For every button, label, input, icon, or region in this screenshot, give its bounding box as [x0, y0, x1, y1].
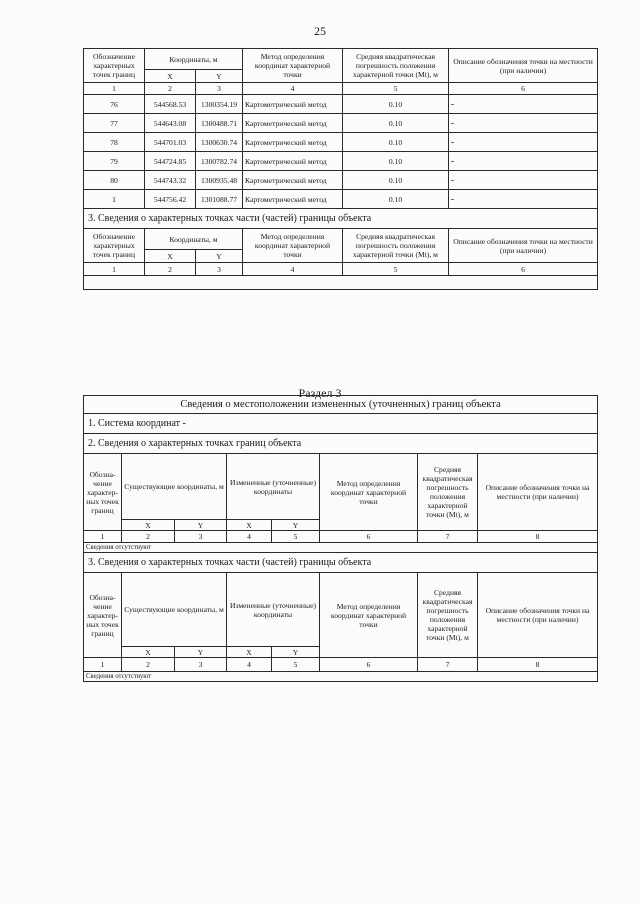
- header-description: Описание обозначения точки на местности (при наличии): [478, 454, 598, 531]
- col-num: 8: [478, 531, 598, 543]
- section-3-heading: 3. Сведения о характерных точках части (частей) границы объекта: [84, 209, 598, 229]
- header-description: Описание обозначения точки на местности (при наличии): [478, 573, 598, 658]
- section-title: Раздел 3: [298, 386, 342, 400]
- col-num: 3: [196, 263, 243, 276]
- header-changed: Измененные (уточненные) координаты: [227, 454, 320, 520]
- cell-mt: 0.10: [343, 95, 449, 114]
- cell-point: 1: [84, 190, 145, 209]
- cell-mt: 0.10: [343, 152, 449, 171]
- header-designation: Обозна-чение характер-ных точек границ: [84, 573, 122, 658]
- razdel-3-table: [83, 395, 598, 682]
- col-num: 2: [122, 531, 175, 543]
- cell-y: 1300935.48: [196, 171, 243, 190]
- col-num: 1: [84, 658, 122, 672]
- col-num: 7: [418, 658, 478, 672]
- col-num: 5: [343, 83, 449, 95]
- col-num: 3: [196, 83, 243, 95]
- col-num: 5: [272, 531, 320, 543]
- cell-mt: 0.10: [343, 133, 449, 152]
- table-row: [84, 190, 598, 209]
- col-num: 5: [272, 658, 320, 672]
- section-3-heading: 3. Сведения о характерных точках части (частей) границы объекта: [84, 553, 598, 573]
- cell-desc: -: [449, 95, 598, 114]
- cell-point: 78: [84, 133, 145, 152]
- cell-y: 1301088.77: [196, 190, 243, 209]
- page-number: 25: [314, 24, 326, 38]
- col-num: 3: [175, 658, 227, 672]
- header-coords: Координаты, м: [145, 229, 243, 250]
- col-num: 1: [84, 263, 145, 276]
- col-num: 1: [84, 531, 122, 543]
- cell-mt: 0.10: [343, 114, 449, 133]
- cell-point: 77: [84, 114, 145, 133]
- empty-row: [84, 276, 598, 290]
- cell-method: Картометрический метод: [243, 171, 343, 190]
- header-x: X: [145, 250, 196, 263]
- cell-x: 544701.03: [145, 133, 196, 152]
- header-x: X: [227, 647, 272, 658]
- header-x: X: [145, 70, 196, 83]
- header-x: X: [122, 647, 175, 658]
- col-num: 8: [478, 658, 598, 672]
- header-y: Y: [196, 250, 243, 263]
- cell-method: Картометрический метод: [243, 95, 343, 114]
- table-row: [84, 171, 598, 190]
- header-description: Описание обозначения точки на местности (при наличии): [449, 49, 598, 83]
- col-num: 2: [145, 83, 196, 95]
- cell-desc: -: [449, 114, 598, 133]
- cell-x: 544756.42: [145, 190, 196, 209]
- header-y: Y: [272, 520, 320, 531]
- col-num: 2: [145, 263, 196, 276]
- col-num: 6: [449, 83, 598, 95]
- col-num: 2: [122, 658, 175, 672]
- col-num: 6: [449, 263, 598, 276]
- header-y: Y: [272, 647, 320, 658]
- table-row: [84, 95, 598, 114]
- cell-method: Картометрический метод: [243, 114, 343, 133]
- col-num: 4: [243, 263, 343, 276]
- cell-mt: 0.10: [343, 171, 449, 190]
- cell-point: 76: [84, 95, 145, 114]
- header-accuracy: Средняя квадратическая погрешность положения характерной точки (Mt), м: [418, 454, 478, 531]
- header-x: X: [122, 520, 175, 531]
- cell-x: 544743.32: [145, 171, 196, 190]
- header-x: X: [227, 520, 272, 531]
- coordinate-system: 1. Система координат -: [84, 414, 598, 434]
- col-num: 1: [84, 83, 145, 95]
- header-existing: Существующие координаты, м: [122, 454, 227, 520]
- col-num: 6: [320, 658, 418, 672]
- cell-method: Картометрический метод: [243, 190, 343, 209]
- no-data-note: Сведения отсутствуют: [84, 672, 598, 682]
- no-data-note: Сведения отсутствуют: [84, 543, 598, 553]
- cell-x: 544568.53: [145, 95, 196, 114]
- cell-x: 544724.85: [145, 152, 196, 171]
- table-row: [84, 114, 598, 133]
- top-coordinates-table: [83, 48, 598, 290]
- cell-desc: -: [449, 171, 598, 190]
- header-coords: Координаты, м: [145, 49, 243, 70]
- cell-point: 80: [84, 171, 145, 190]
- cell-y: 1300630.74: [196, 133, 243, 152]
- table-row: [84, 133, 598, 152]
- header-method: Метод определения координат характерной точки: [243, 49, 343, 83]
- cell-method: Картометрический метод: [243, 152, 343, 171]
- header-accuracy: Средняя квадратическая погрешность положения характерной точки (Mt), м: [418, 573, 478, 658]
- cell-desc: -: [449, 133, 598, 152]
- col-num: 4: [227, 658, 272, 672]
- header-method: Метод определения координат характерной точки: [320, 573, 418, 658]
- col-num: 3: [175, 531, 227, 543]
- col-num: 5: [343, 263, 449, 276]
- col-num: 4: [227, 531, 272, 543]
- cell-mt: 0.10: [343, 190, 449, 209]
- header-existing: Существующие координаты, м: [122, 573, 227, 647]
- cell-y: 1300488.71: [196, 114, 243, 133]
- header-designation: Обозначение характерных точек границ: [84, 49, 145, 83]
- cell-y: 1300782.74: [196, 152, 243, 171]
- col-num: 4: [243, 83, 343, 95]
- col-num: 6: [320, 531, 418, 543]
- header-y: Y: [175, 647, 227, 658]
- header-accuracy: Средняя квадратическая погрешность положения характерной точки (Mt), м: [343, 49, 449, 83]
- cell-x: 544643.08: [145, 114, 196, 133]
- main-title: Сведения о местоположении измененных (уточненных) границ объекта: [84, 396, 598, 414]
- col-num: 7: [418, 531, 478, 543]
- header-y: Y: [175, 520, 227, 531]
- header-accuracy: Средняя квадратическая погрешность положения характерной точки (Mt), м: [343, 229, 449, 263]
- header-method: Метод определения координат характерной точки: [320, 454, 418, 531]
- header-method: Метод определения координат характерной точки: [243, 229, 343, 263]
- section-2-heading: 2. Сведения о характерных точках границ объекта: [84, 434, 598, 454]
- header-description: Описание обозначения точки на местности (при наличии): [449, 229, 598, 263]
- header-designation: Обозна-чение характер-ных точек границ: [84, 454, 122, 531]
- header-y: Y: [196, 70, 243, 83]
- cell-method: Картометрический метод: [243, 133, 343, 152]
- header-changed: Измененные (уточненные) координаты: [227, 573, 320, 647]
- cell-y: 1300354.19: [196, 95, 243, 114]
- cell-desc: -: [449, 152, 598, 171]
- header-designation: Обозначение характерных точек границ: [84, 229, 145, 263]
- table-row: [84, 152, 598, 171]
- cell-point: 79: [84, 152, 145, 171]
- cell-desc: -: [449, 190, 598, 209]
